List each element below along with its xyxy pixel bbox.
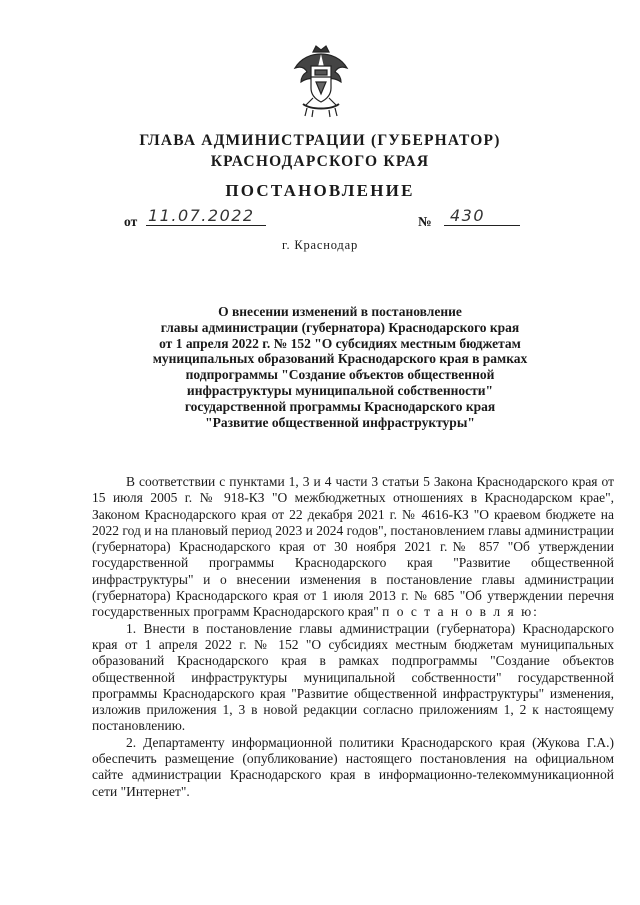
title-line: "Развитие общественной инфраструктуры" xyxy=(205,414,475,430)
decree-word: п о с т а н о в л я ю: xyxy=(382,604,539,620)
title-line: инфраструктуры муниципальной собственности" xyxy=(186,382,494,398)
item-1-paragraph: 1. Внести в постановление главы администрации (губернатора) Краснодарского края от 1 апреля 2022 г. № 152 "О субсидиях местным бюджетам муниципальных образований Краснодарского края в рамках подпрограммы "Создание объектов общественной инфраструктуры муниципальной собственности" государственной программы Краснодарского края "Развитие общественной инфраструктуры" изменения, изложив приложения 1, 3 в новой редакции согласно приложениям 1, 2 к настоящему постановлению. xyxy=(92,620,614,734)
handwritten-number: 430 xyxy=(444,206,520,226)
document-title xyxy=(140,304,540,430)
intro-text: В соответствии с пунктами 1, 3 и 4 части 3 статьи 5 Закона Краснодарского края от 15 июля 2005 г. № 918-КЗ "О межбюджетных отношениях в Краснодарском крае", Законом Краснодарского края от 22 декабря 2021 г. № 4616-КЗ "О краевом бюджете на 2022 год и на плановый период 2023 и 2024 годов", постановлением главы администрации (губернатора) Краснодарского края от 30 ноября 2021 г.№ 857 "Об утверждении государственной программы Краснодарского края "Развитие общественной инфраструктуры" и о внесении изменения в постановление главы администрации (губернатора) Краснодарского края от 1 июля 2013 г. № 685 "Об утверждении перечня государственных программ Краснодарского края" xyxy=(92,474,614,620)
authority-line-2: КРАСНОДАРСКОГО КРАЯ xyxy=(210,153,430,170)
city-line: г. Краснодар xyxy=(282,238,358,252)
intro-paragraph xyxy=(92,474,614,621)
title-line: от 1 апреля 2022 г. № 152 "О субсидиях местным бюджетам xyxy=(159,335,521,351)
number-label: № xyxy=(418,214,432,229)
title-line: подпрограммы "Создание объектов общественной xyxy=(185,367,495,383)
title-line: главы администрации (губернатора) Краснодарского края xyxy=(160,319,520,335)
authority-line-1: ГЛАВА АДМИНИСТРАЦИИ (ГУБЕРНАТОР) xyxy=(139,132,501,149)
title-line: государственной программы Краснодарского края xyxy=(184,398,496,414)
title-line: муниципальных образований Краснодарского края в рамках xyxy=(152,351,528,367)
handwritten-date: 11.07.2022 xyxy=(146,206,266,226)
document-body xyxy=(92,474,614,800)
date-label: от xyxy=(124,214,138,229)
title-line: О внесении изменений в постановление xyxy=(218,304,462,319)
coat-of-arms-emblem xyxy=(291,42,351,118)
document-type-heading: ПОСТАНОВЛЕНИЕ xyxy=(225,181,415,200)
item-2-paragraph: 2. Департаменту информационной политики Краснодарского края (Жукова Г.А.) обеспечить размещение (опубликование) настоящего постановления на официальном сайте администрации Краснодарского края в информационно-телекоммуникационной сети "Интернет". xyxy=(92,734,614,799)
